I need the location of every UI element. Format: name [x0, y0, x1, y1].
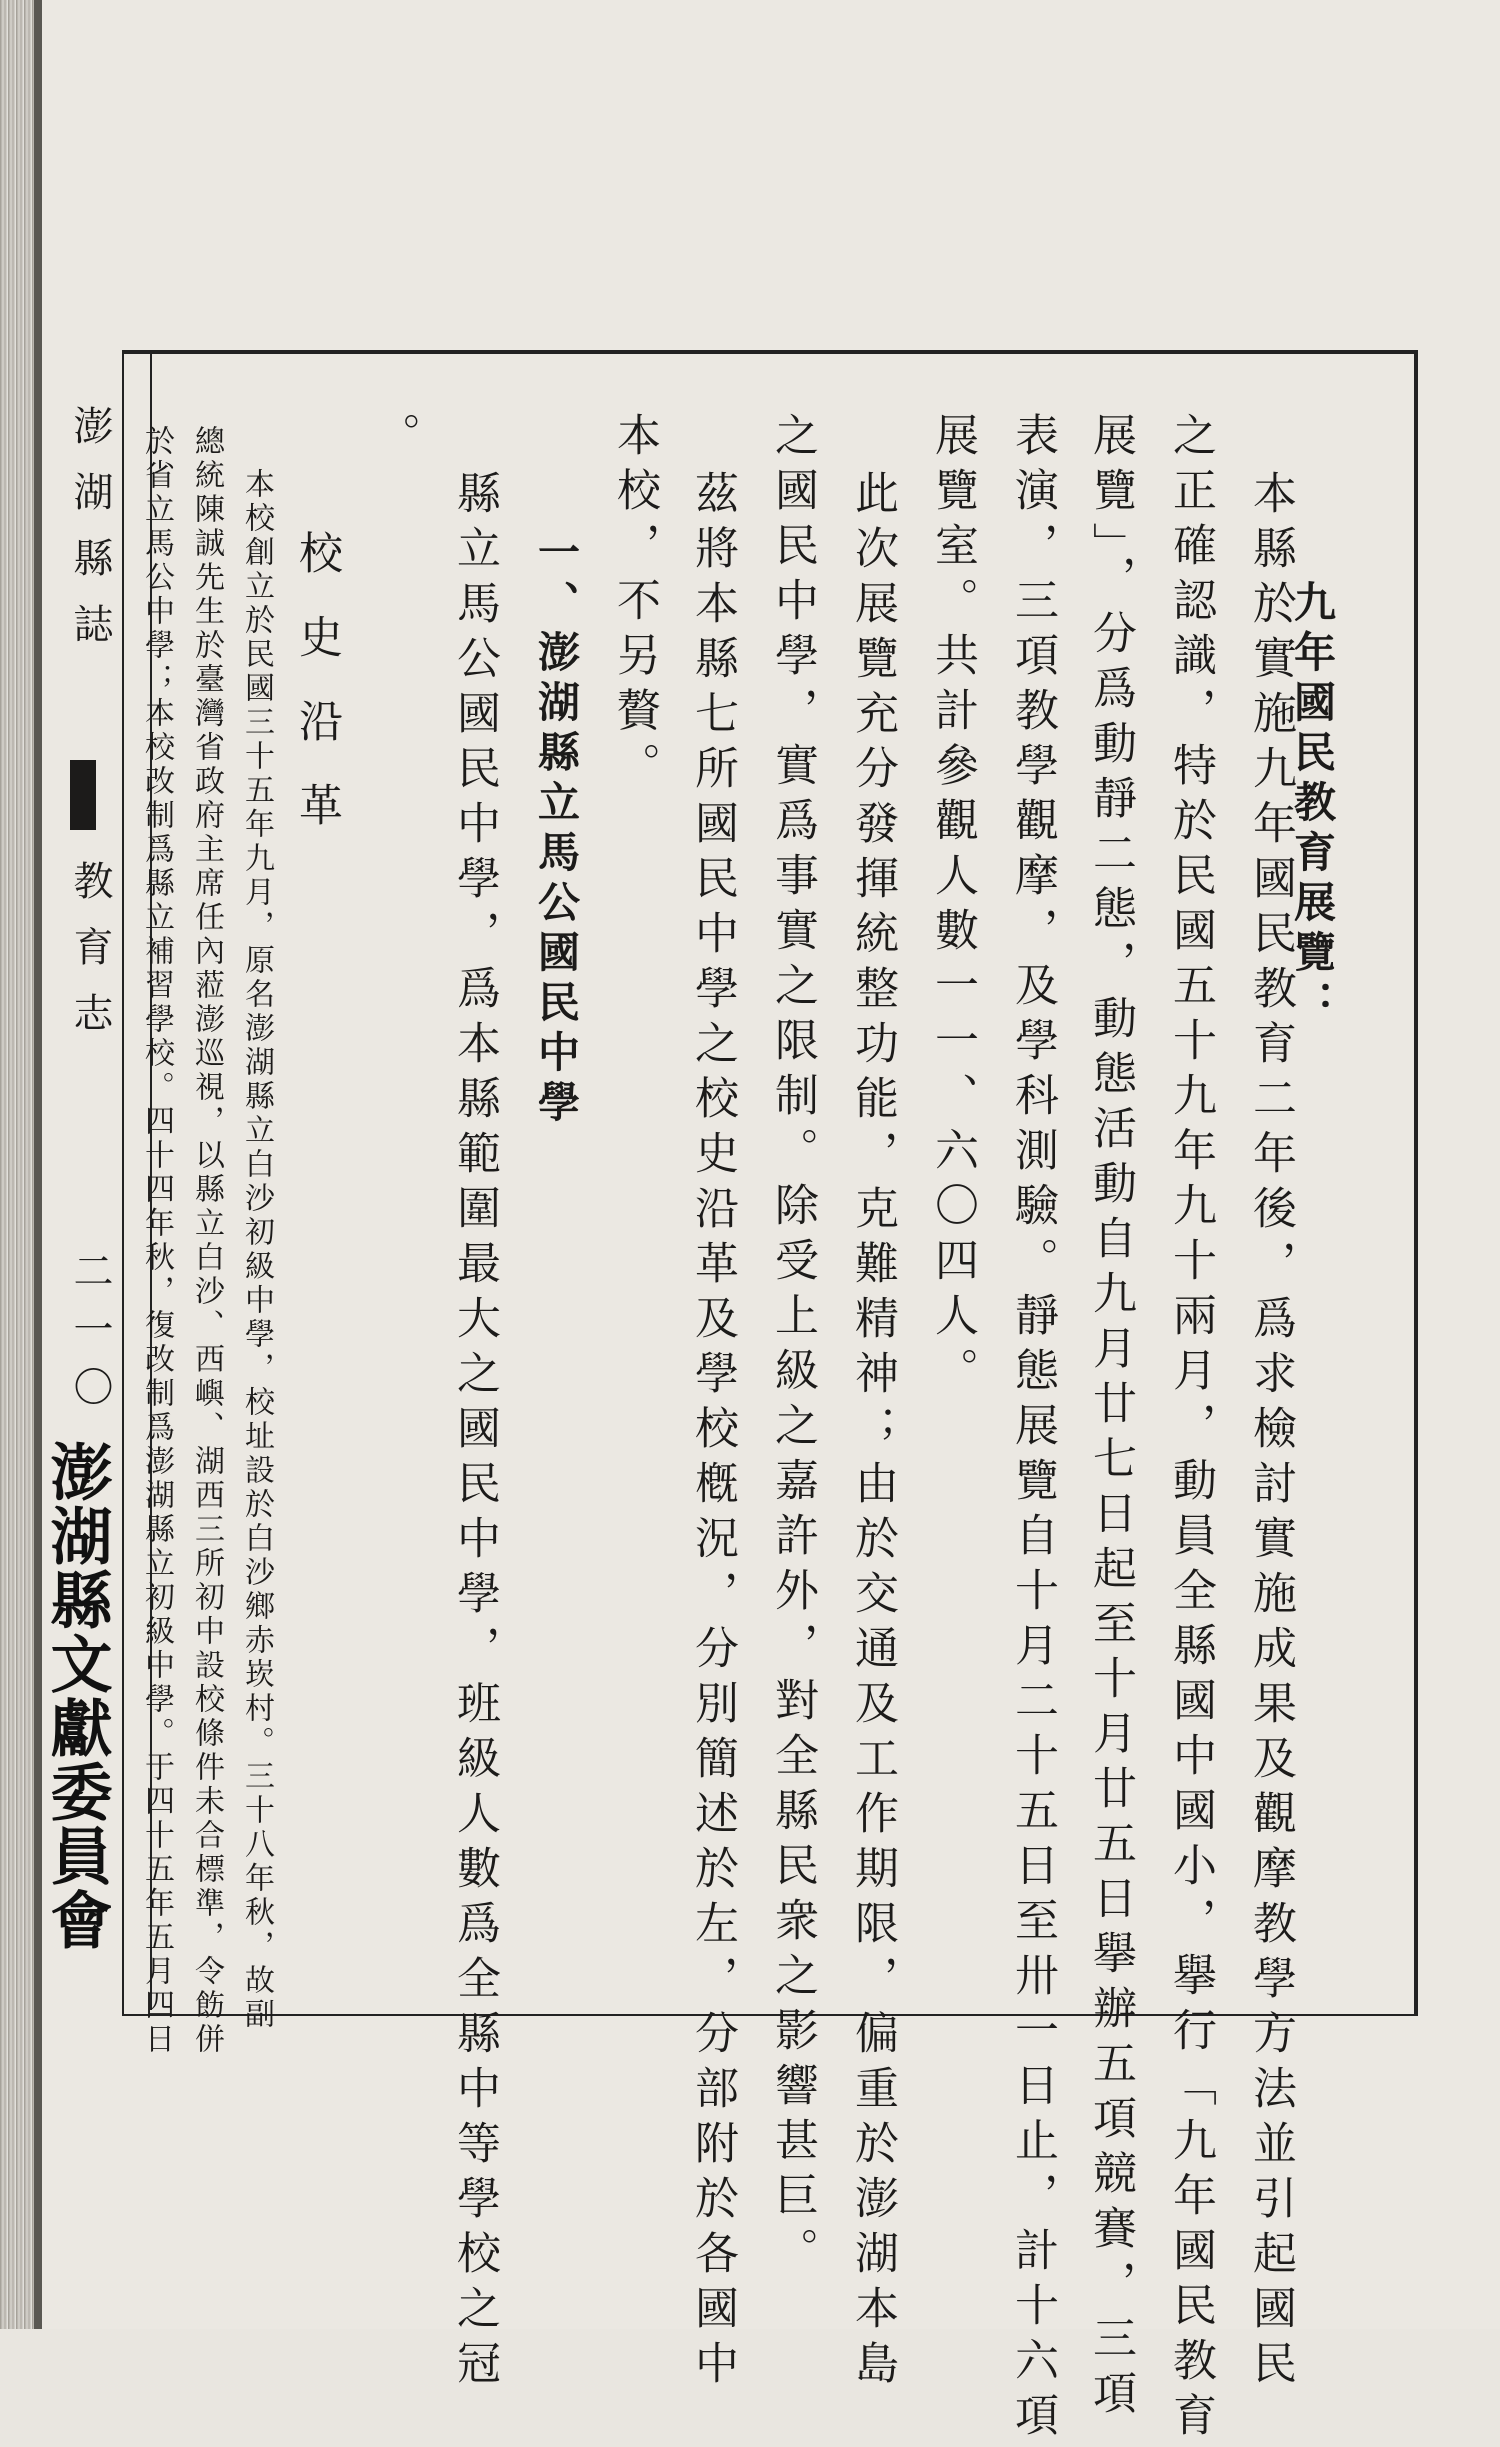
book-title: 澎湖縣誌 — [67, 405, 113, 669]
binding-shadow — [34, 0, 42, 2329]
heading: 九年國民教育展覽： — [1288, 580, 1337, 1030]
paragraph-4-line-1: 縣立馬公國民中學，爲本縣範圍最大之國民中學，班級人數爲全縣中等學校之冠 — [449, 470, 500, 2395]
paragraph-1-line-4: 表演，三項教學觀摩，及學科測驗。靜態展覽自十月二十五日至卅一日止，計十六項 — [1007, 412, 1058, 2447]
chapter-title: 教育志 — [67, 860, 113, 1058]
paragraph-1-line-3: 展覽」，分爲動靜二態，動態活動自九月廿七日起至十月廿五日擧辦五項競賽，三項 — [1085, 412, 1136, 2425]
paragraph-3-line-2: 本校，不另贅。 — [609, 412, 660, 797]
library-stamp: 澎湖縣文獻委員會 — [40, 1440, 113, 1952]
paragraph-2-line-1: 此次展覽充分發揮統整功能，克難精神；由於交通及工作期限，偏重於澎湖本島 — [847, 470, 898, 2395]
subheading: 校史沿革 — [291, 530, 342, 866]
small-text-line-2: 總統陳誠先生於臺灣省政府主席任內蒞澎巡視，以縣立白沙、西嶼、湖西三所初中設校條件未合標準，令飭併 — [189, 425, 224, 2057]
small-text-line-1: 本校創立於民國三十五年九月，原名澎湖縣立白沙初級中學，校址設於白沙鄉赤崁村。三十八年秋，故副 — [239, 468, 274, 2032]
paragraph-2-line-2: 之國民中學，實爲事實之限制。除受上級之嘉許外，對全縣民衆之影響甚巨。 — [767, 412, 818, 2282]
paragraph-3-line-1: 茲將本縣七所國民中學之校史沿革及學校槪況，分別簡述於左，分部附於各國中 — [687, 470, 738, 2395]
paragraph-1-line-5: 展覽室。共計參觀人數一一、六〇四人。 — [927, 412, 978, 1402]
small-text-line-3: 於省立馬公中學；本校改制爲縣立補習學校。四十四年秋，復改制爲澎湖縣立初級中學。于四十五年五月四日 — [139, 425, 174, 2057]
paragraph-1-line-2: 之正確認識，特於民國五十九年九十兩月，動員全縣國中國小，擧行「九年國民教育 — [1165, 412, 1216, 2447]
page-number: 二一〇 — [67, 1250, 113, 1424]
paragraph-1-line-1: 本縣於實施九年國民教育二年後，爲求檢討實施成果及觀摩教學方法並引起國民 — [1245, 470, 1296, 2395]
margin-black-bar — [70, 760, 96, 830]
document-page — [40, 0, 1500, 2447]
paragraph-4-line-2: 。 — [369, 412, 420, 467]
book-binding-edge — [0, 0, 34, 2329]
section-heading: 一、澎湖縣立馬公國民中學 — [532, 530, 581, 1130]
